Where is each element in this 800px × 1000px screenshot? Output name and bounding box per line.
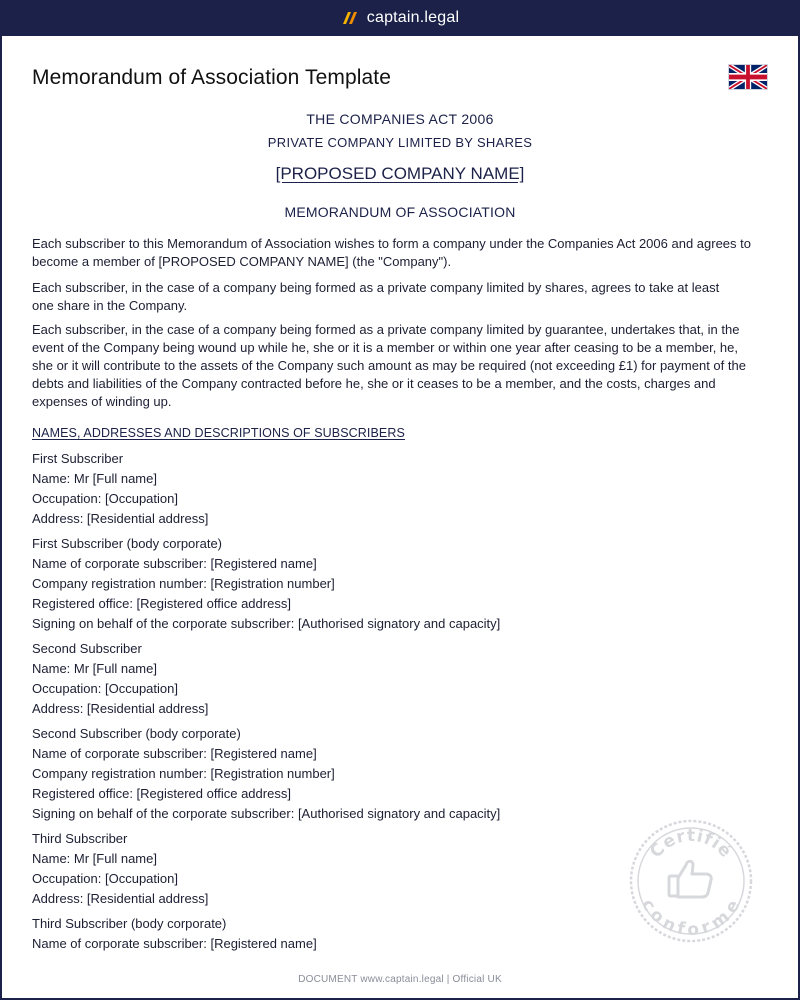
subscriber-heading: Second Subscriber: [32, 641, 142, 656]
brand[interactable]: [341, 9, 459, 27]
subscriber-detail-line: Registered office: [Registered office address]: [32, 786, 291, 801]
subscriber-heading: First Subscriber: [32, 451, 124, 466]
subscriber-detail-line: Address: [Residential address]: [32, 701, 209, 716]
subscriber-detail-line: Occupation: [Occupation]: [32, 491, 178, 506]
memorandum-heading: MEMORANDUM OF ASSOCIATION: [284, 204, 516, 220]
svg-text:conforme: [637, 896, 745, 940]
subscriber-detail-line: Company registration number: [Registration number]: [32, 766, 335, 781]
subscriber-detail-line: Name: Mr [Full name]: [32, 851, 157, 866]
subscriber-detail-line: Signing on behalf of the corporate subscriber: [Authorised signatory and capacity]: [32, 806, 501, 821]
subscriber-detail-line: Address: [Residential address]: [32, 891, 209, 906]
subscriber-heading: Second Subscriber (body corporate): [32, 726, 241, 741]
subscriber-heading: Third Subscriber: [32, 831, 128, 846]
subscriber-detail-line: Registered office: [Registered office address]: [32, 596, 291, 611]
paragraph-1: [32, 235, 772, 271]
brand-name: captain.legal: [366, 9, 460, 26]
company-type-heading: PRIVATE COMPANY LIMITED BY SHARES: [267, 135, 533, 150]
subscriber-heading: Third Subscriber (body corporate): [32, 916, 227, 931]
subscriber-heading: First Subscriber (body corporate): [32, 536, 223, 551]
captain-legal-logo-icon: [341, 11, 359, 25]
certified-stamp: [628, 818, 754, 944]
paragraph-3: Each subscriber, in the case of a company being formed as a private company limited by guarantee, undertakes that, in the event of the Company being wound up while he, she or it is a member or within one year after ceasing to be a member, he, she or it will contribute to the assets of the Company such amount as may be required (not exceeding £1) for payment of the debts and liabilities of the Company contracted before he, she or it ceases to be a member, and the costs, charges and expenses of winding up.: [32, 322, 746, 409]
document-title: Memorandum of Association Template: [32, 66, 392, 89]
thumbs-up-icon: [669, 861, 711, 897]
paragraph-2: Each subscriber, in the case of a company being formed as a private company limited by shares, agrees to take at least one share in the Company.: [32, 280, 720, 313]
top-bar: [0, 0, 800, 36]
act-heading: THE COMPANIES ACT 2006: [306, 111, 494, 127]
subscriber-detail-line: Name of corporate subscriber: [Registered name]: [32, 936, 317, 951]
subscriber-block: [32, 534, 752, 634]
stamp-text-top: Certifié: [646, 825, 736, 863]
subscriber-detail-line: Name of corporate subscriber: [Registered name]: [32, 746, 317, 761]
subscriber-detail-line: Occupation: [Occupation]: [32, 681, 178, 696]
subscribers-heading: NAMES, ADDRESSES AND DESCRIPTIONS OF SUBSCRIBERS: [32, 426, 405, 440]
subscriber-detail-line: Address: [Residential address]: [32, 511, 209, 526]
paragraph-1-line-1: Each subscriber to this Memorandum of Association wishes to form a company under the Companies Act 2006 and agrees to: [32, 236, 751, 251]
subscriber-block: [32, 639, 752, 719]
subscriber-detail-line: Name of corporate subscriber: [Registered name]: [32, 556, 317, 571]
document-page: [2, 36, 798, 998]
subscriber-block: [32, 724, 752, 824]
paragraph-1-line-2: become a member of [PROPOSED COMPANY NAME] (the "Company").: [32, 254, 452, 269]
subscriber-detail-line: Occupation: [Occupation]: [32, 871, 178, 886]
uk-flag-icon[interactable]: [728, 64, 768, 90]
subscriber-detail-line: Name: Mr [Full name]: [32, 471, 157, 486]
subscriber-detail-line: Signing on behalf of the corporate subscriber: [Authorised signatory and capacity]: [32, 616, 501, 631]
subscriber-block: [32, 449, 752, 529]
company-name-heading: [PROPOSED COMPANY NAME]: [275, 164, 525, 183]
stamp-text-bottom: conforme: [637, 895, 745, 941]
subscriber-detail-line: Name: Mr [Full name]: [32, 661, 157, 676]
document-footer: DOCUMENT www.captain.legal | Official UK: [298, 974, 502, 985]
subscriber-detail-line: Company registration number: [Registration number]: [32, 576, 335, 591]
